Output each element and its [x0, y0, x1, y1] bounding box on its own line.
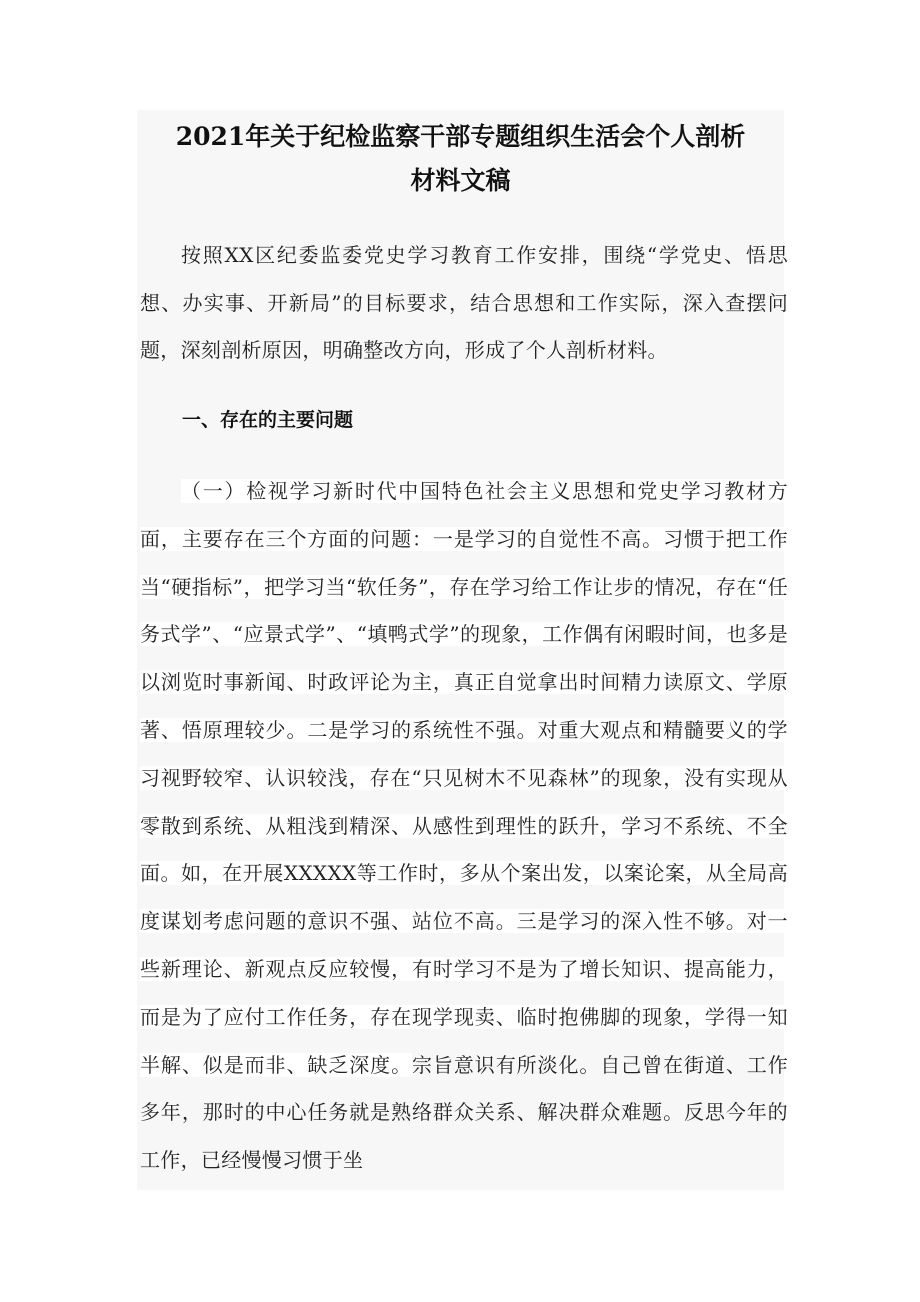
title-line-2: 材料文稿	[410, 166, 511, 195]
title-line-1: 2021年关于纪检监察干部专题组织生活会个人剖析	[175, 122, 746, 151]
section-1-paragraph	[140, 468, 788, 1185]
document-title	[137, 110, 784, 203]
section-heading-main-problems: 一、存在的主要问题	[182, 409, 354, 431]
intro-paragraph: 按照XX区纪委监委党史学习教育工作安排，围绕“学党史、悟思想、办实事、开新局”的目标要求，结合思想和工作实际，深入查摆问题，深刻剖析原因，明确整改方向，形成了个人剖析材料。	[140, 243, 788, 362]
section-1-continued-text: 宗旨意识有所淡化。自己曾在街道、工作多年，那时的中心任务就是熟络群众关系、解决群众难题。反思今年的工作，已经慢慢习惯于坐	[140, 1052, 788, 1173]
section-1-body-text: （一）检视学习新时代中国特色社会主义思想和党史学习教材方面，主要存在三个方面的问题：一是学习的自觉性不高。习惯于把工作当“硬指标”，把学习当“软任务”，存在学习给工作让步的情况，存在“任务式学”、“应景式学”、“填鸭式学”的现象，工作偶有闲暇时间，也多是以浏览时事新闻、时政评论为主，真正自觉拿出时间精力读原文、学原著、悟原理较少。二是学习的系统性不强。对重大观点和精髓要义的学习视野较窄、认识较浅，存在“只见树木不见森林”的现象，没有实现从零散到系统、从粗浅到精深、从感性到理性的跃升，学习不系统、不全面。如，在开展XXXXX等工作时，多从个案出发，以案论案，从全局高度谋划考虑问题的意识不强、站位不高。三是学习的深入性不够。对一些新理论、新观点反应较慢，有时学习不是为了增长知识、提高能力，而是为了应付工作任务，存在现学现卖、临时抱佛脚的现象，学得一知半解、似是而非、缺乏深度。	[140, 479, 788, 1077]
